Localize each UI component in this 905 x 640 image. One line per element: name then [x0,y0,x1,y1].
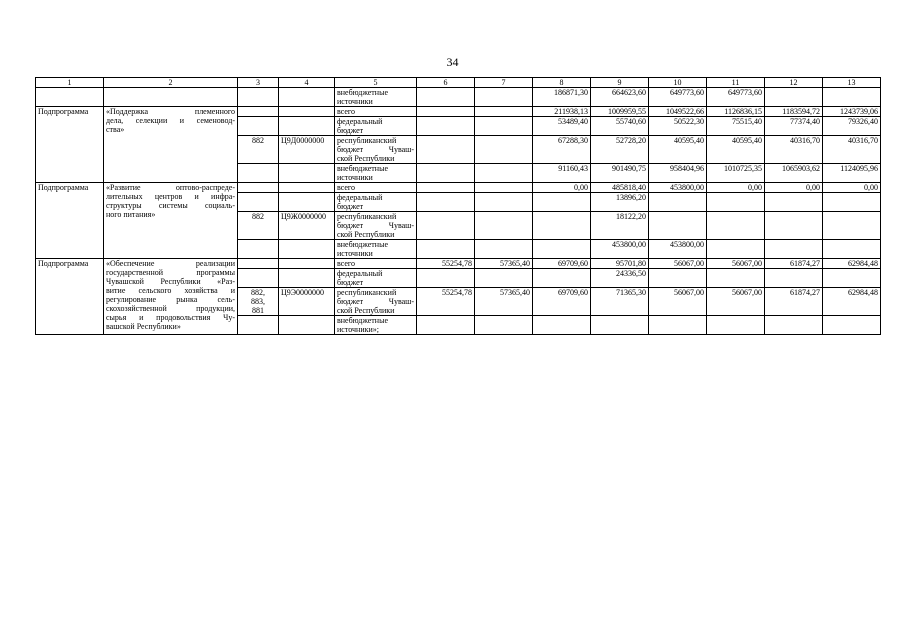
subprogram-name: «Обеспечение реализации государственной программы Чувашской Республики «Раз- витие сельского хозяйства и регулирование рынка сель- скохозяйственной продукции, сырья и продовольствия Чу- вашской Республики» [104,259,238,335]
value-cell: 52728,20 [591,136,649,164]
source-cell: внебюджетные источники [335,240,417,259]
value-cell: 56067,00 [707,288,765,316]
value-cell: 53489,40 [533,117,591,136]
value-cell: 55740,60 [591,117,649,136]
header-cell: 9 [591,78,649,88]
value-cell: 958404,96 [649,164,707,183]
header-cell: 11 [707,78,765,88]
value-cell: 1124095,96 [823,164,881,183]
value-cell: 1243739,06 [823,107,881,117]
header-cell: 4 [279,78,335,88]
value-cell: 55254,78 [417,259,475,269]
header-cell: 2 [104,78,238,88]
value-cell: 453800,00 [649,183,707,193]
value-cell: 0,00 [707,183,765,193]
value-cell: 50522,30 [649,117,707,136]
value-cell: 95701,80 [591,259,649,269]
value-cell: 56067,00 [649,259,707,269]
value-cell: 91160,43 [533,164,591,183]
value-cell: 0,00 [823,183,881,193]
value-cell: 56067,00 [649,288,707,316]
grbs-code: 882, 883, 881 [238,288,279,316]
value-cell: 186871,30 [533,88,591,107]
table-row [36,183,881,193]
target-code: Ц9Д0000000 [279,136,335,164]
value-cell: 71365,30 [591,288,649,316]
source-cell: всего [335,107,417,117]
value-cell: 453800,00 [649,240,707,259]
value-cell: 1126836,15 [707,107,765,117]
grbs-code: 882 [238,212,279,240]
value-cell: 55254,78 [417,288,475,316]
value-cell: 0,00 [533,183,591,193]
target-code: Ц9Ж0000000 [279,212,335,240]
value-cell: 1010725,35 [707,164,765,183]
value-cell: 40595,40 [649,136,707,164]
page-number: 34 [446,55,459,69]
value-cell: 18122,20 [591,212,649,240]
subprogram-name: «Поддержка племенного дела, селекции и семеновод- ства» [104,107,238,183]
value-cell: 56067,00 [707,259,765,269]
value-cell: 79326,40 [823,117,881,136]
value-cell: 40316,70 [823,136,881,164]
value-cell: 40316,70 [765,136,823,164]
value-cell: 69709,60 [533,288,591,316]
source-cell: внебюджетные источники [335,88,417,107]
value-cell: 1183594,72 [765,107,823,117]
header-cell: 10 [649,78,707,88]
value-cell: 485818,40 [591,183,649,193]
source-cell: внебюджетные источники [335,164,417,183]
value-cell: 67288,30 [533,136,591,164]
header-cell: 3 [238,78,279,88]
header-cell: 1 [36,78,104,88]
value-cell: 57365,40 [475,259,533,269]
value-cell: 664623,60 [591,88,649,107]
value-cell: 13896,20 [591,193,649,212]
header-row [36,78,881,88]
header-cell: 6 [417,78,475,88]
value-cell: 77374,40 [765,117,823,136]
value-cell: 24336,50 [591,269,649,288]
table-row [36,107,881,117]
value-cell: 649773,60 [649,88,707,107]
value-cell: 61874,27 [765,288,823,316]
source-cell: всего [335,183,417,193]
value-cell: 1065903,62 [765,164,823,183]
value-cell: 1009959,55 [591,107,649,117]
target-code: Ц9Э0000000 [279,288,335,316]
source-cell: республиканский бюджет Чуваш- ской Республики [335,288,417,316]
budget-table [35,77,881,335]
table-row [36,259,881,269]
row-kind: Подпрограмма [36,183,104,259]
value-cell: 62984,48 [823,288,881,316]
source-cell: федеральный бюджет [335,269,417,288]
header-cell: 7 [475,78,533,88]
source-cell: федеральный бюджет [335,117,417,136]
header-cell: 8 [533,78,591,88]
value-cell: 1049522,66 [649,107,707,117]
grbs-code: 882 [238,136,279,164]
value-cell: 62984,48 [823,259,881,269]
source-cell: внебюджетные источники»; [335,316,417,335]
header-cell: 13 [823,78,881,88]
value-cell: 453800,00 [591,240,649,259]
header-cell: 5 [335,78,417,88]
value-cell: 649773,60 [707,88,765,107]
row-kind: Подпрограмма [36,107,104,183]
value-cell: 211938,13 [533,107,591,117]
value-cell: 57365,40 [475,288,533,316]
source-cell: республиканский бюджет Чуваш- ской Республики [335,136,417,164]
value-cell: 69709,60 [533,259,591,269]
source-cell: республиканский бюджет Чуваш- ской Республики [335,212,417,240]
source-cell: всего [335,259,417,269]
subprogram-name: «Развитие оптово-распреде- лительных центров и инфра- структуры системы социаль- ного питания» [104,183,238,259]
value-cell: 61874,27 [765,259,823,269]
header-cell: 12 [765,78,823,88]
row-kind: Подпрограмма [36,259,104,335]
source-cell: федеральный бюджет [335,193,417,212]
value-cell: 0,00 [765,183,823,193]
value-cell: 901490,75 [591,164,649,183]
table-row [36,88,881,107]
value-cell: 40595,40 [707,136,765,164]
value-cell: 75515,40 [707,117,765,136]
